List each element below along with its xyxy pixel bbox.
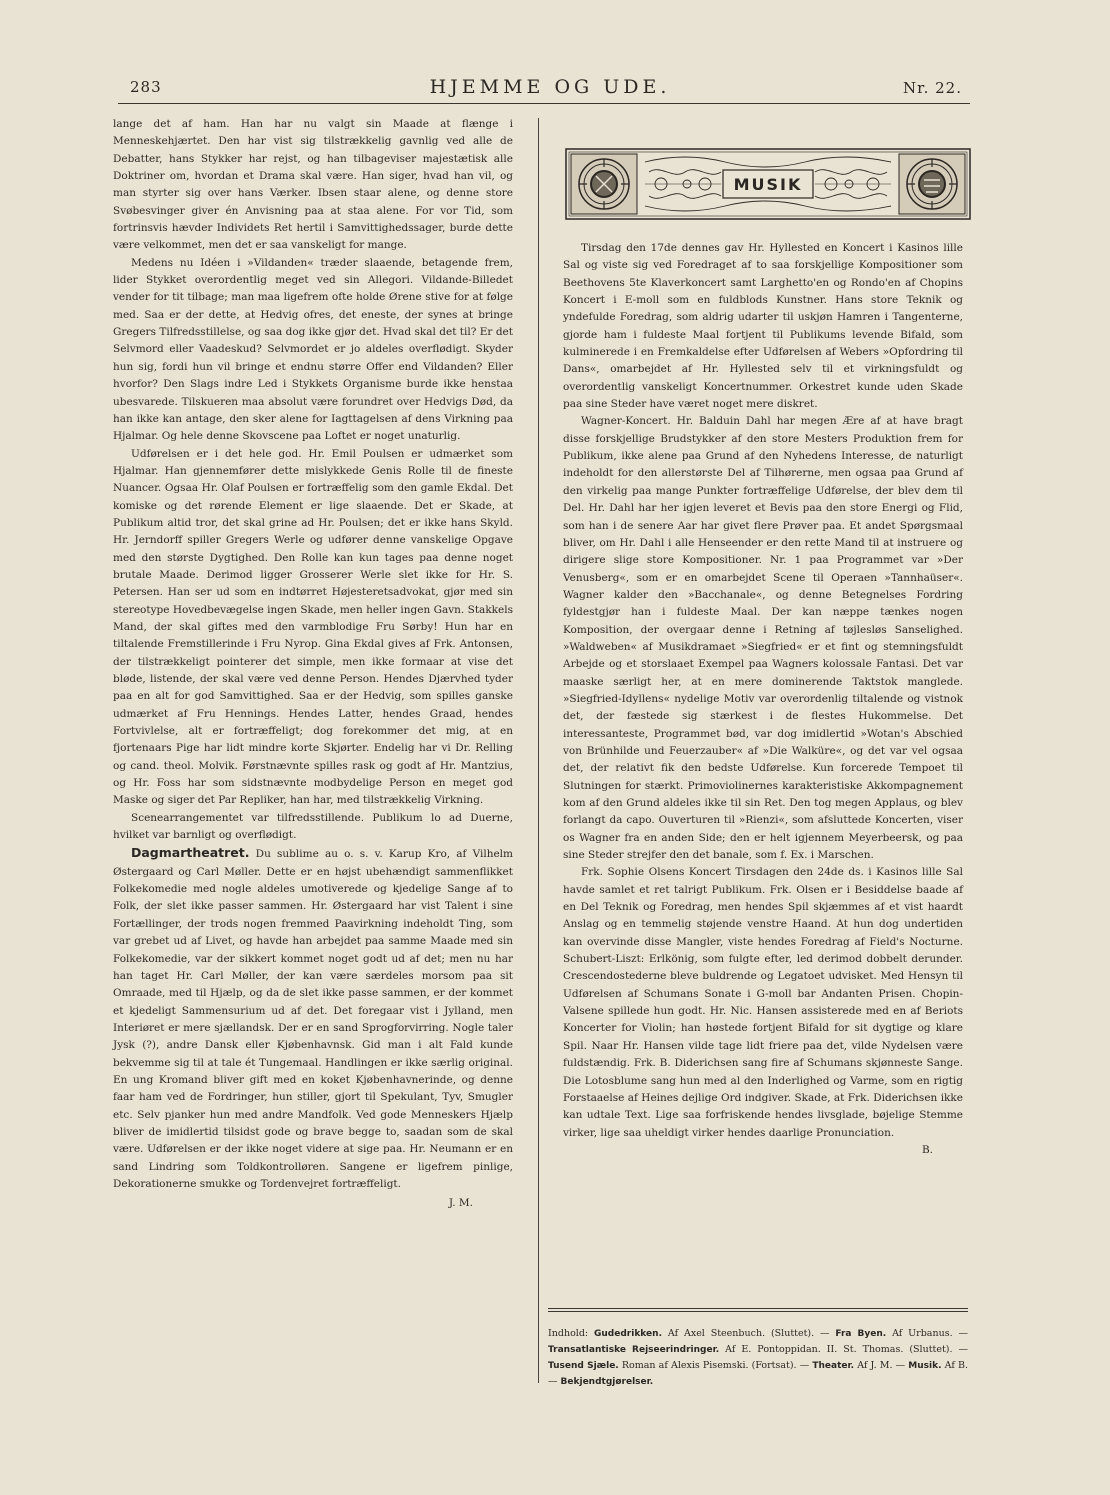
contents-title: Fra Byen.: [835, 1329, 887, 1339]
music-paragraph: Wagner-Koncert. Hr. Balduin Dahl har megen Ære af at have bragt disse forskjellige Brudstykker af den store Mesters Produktion frem for Publikum, ikke alene paa Grund af den Nyhedens Interesse, de naturligt indeholdt for den allerstørste Del af Tilhørerne, men ogsaa paa Grund af den virkelig paa mange Punkter fortræffelige Udførelse, der blev dem til Del. Hr. Dahl har her igjen leveret et Bevis paa den store Energi og Flid, som han i de senere Aar har givet flere Prøver paa. Et andet Spørgsmaal bliver, om Hr. Dahl i alle Henseender er den rette Mand til at instruere og dirigere slige store Kompositioner. Nr. 1 paa Programmet var »Der Venusberg«, som er en omarbejdet Scene til Operaen »Tannhaüser«. Wagner kalder den »Bacchanale«, og denne Betegnelses Fordring fyldestgjør han i fuldeste Maal. Der kan næppe tænkes nogen Komposition, der overgaar denne i Retning af tøjlesløs Sanselighed. »Waldweben« af Musikdramaet »Siegfried« er et fint og stemningsfuldt Arbejde og et storslaaet Exempel paa Wagners kolossale Fantasi. Det var maaske særligt her, at en mere dominerende Taktstok manglede. »Siegfried-Idyllens« nydelige Motiv var overordenlig tiltalende og vistnok det, der fæstede sig stærkest i de flestes Hukommelse. Det interessanteste, Programmet bød, var dog imidlertid »Wotan's Abschied von Brünhilde und Feuerzauber« af »Die Walküre«, og det var vel ogsaa det, der relativt fik den bedste Udførelse. Kun forcerede Tempoet til Slutningen for stærkt. Primoviolinernes karakteristiske Akkompagnement kom af den Grund aldeles ikke til sin Ret. Den tog megen Applaus, og blev forlangt da capo. Ouverturen til »Rienzi«, som afsluttede Koncerten, viser os Wagner fra en anden Side; den er helt igjennem Meyerbeersk, og paa sine Steder strejfer den det banale, som f. Ex. i Marschen.: [563, 415, 963, 862]
contents-title: Bekjendtgjørelser.: [560, 1377, 654, 1387]
contents-title: Theater.: [812, 1361, 855, 1371]
right-column: [563, 240, 963, 1159]
dagmar-text: Du sublime au o. s. v. Karup Kro, af Vilhelm Østergaard og Carl Møller. Dette er en højst ubehændigt sammenflikket Folkekomedie med nogle aldeles umotiverede og kjedelige Sange af to Folk, der slet ikke passer sammen. Hr. Østergaard har vist Talent i sine Fortællinger, der trods nogen fremmed Paavirkning indeholdt Ting, som var grebet ud af Livet, og havde han arbejdet paa samme Maade med sin Folkekomedie, var der sikkert kommet noget godt ud af det; men nu har han taget Hr. Carl Møller, der kan være særdeles morsom paa sit Omraade, med til Hjælp, og da de slet ikke passe sammen, er der kommet et kjedeligt Sammensurium ud af det. Det foregaar vist i Jylland, men Interiøret er mere sjællandsk. Der er en sand Sprogforvirring. Nogle taler Jysk (?), andre Dansk eller Kjøbenhavnsk. Gid man i alt Fald kunde bekvemme sig til at tale ét Tungemaal. Handlingen er ikke særlig original. En ung Kromand bliver gift med en koket Kjøbenhavnerinde, og denne faar ham ved de Fordringer, hun stiller, gjort til Spekulant, Tyv, Smugler etc. Selv pjanker hun med andre Mandfolk. Ved gode Menneskers Hjælp bliver de imidlertid tilsidst gode og brave begge to, saadan som de skal være. Udførelsen er der ikke noget videre at sige paa. Hr. Neumann er en sand Lindring som Toldkontrolløren. Sangene er ligefrem pinlige, Dekorationerne smukke og Tordenvejret fortræffeligt.: [113, 848, 513, 1190]
musik-banner-ornament: [565, 148, 971, 220]
contents-label: Indhold:: [548, 1328, 589, 1339]
music-paragraph: Frk. Sophie Olsens Koncert Tirsdagen den 24de ds. i Kasinos lille Sal havde samlet et ret talrigt Publikum. Frk. Olsen er i Besiddelse baade af en Del Teknik og Foredrag, men hendes Spil skjæmmes af et vist haardt Anslag og en temmelig støjende venstre Haand. At hun dog undertiden kan overvinde disse Mangler, viste hendes Foredrag af Field's Nocturne. Schubert-Liszt: Erlkönig, som fulgte efter, led derimod dobbelt derunder. Crescendostederne bleve buldrende og Legatoet udvisket. Med Hensyn til Udførelsen af Schumans Sonate i G-moll bar Andanten Prisen. Chopin-Valsene spillede hun godt. Hr. Nic. Hansen assisterede med en af Beriots Koncerter for Violin; han høstede fortjent Bifald for sit dygtige og klare Spil. Naar Hr. Hansen vilde tage lidt friere paa det, vilde Nydelsen være fuldstændig. Frk. B. Diderichsen sang fire af Schumans skjønneste Sange. Die Lotosblume sang hun med al den Inderlighed og Varme, som en rigtig Forstaaelse af Heines dejlige Ord indgiver. Skade, at Frk. Diderichsen ikke kan udtale Text. Lige saa forfriskende hendes livsglade, bøjelige Stemme virker, lige saa uheldigt virker hendes daarlige Pronunciation.: [563, 866, 963, 1139]
music-paragraph: Tirsdag den 17de dennes gav Hr. Hyllested en Koncert i Kasinos lille Sal og viste sig ved Foredraget af to saa forskjellige Kompositioner som Beethovens 5te Klaverkoncert samt Larghetto'en og Rondo'en af Chopins Koncert i E-moll som en fuldblods Kunstner. Hans store Teknik og yndefulde Foredrag, som aldrig udarter til uskjøn Hamren i Tangenterne, gjorde ham i fuldeste Maal fortjent til Publikums levende Bifald, som kulminerede i en Fremkaldelse efter Udførelsen af Webers »Opfordring til Dans«, omarbejdet af Hr. Hyllested selv til et virkningsfuldt og overordentlig vanskeligt Koncertnummer. Orkestret kunde uden Skade paa sine Steder have været noget mere diskret.: [563, 242, 963, 411]
theater-paragraph: Medens nu Idéen i »Vildanden« træder slaaende, betagende frem, lider Stykket overordentlig meget ved sin Allegori. Vildande-Billedet vender for tit tilbage; man maa ligefrem ofte holde Ørene stive for at følge med. Saa er der dette, at Hedvig ofres, det eneste, der synes at bringe Gregers Tilfredsstillelse, og saa dog ikke gjør det. Hvad skal det til? Er det Selvmord eller Vaadeskud? Selvmordet er jo aldeles overflødigt. Skyder hun sig, fordi hun vil bringe et endnu større Offer end Vildanden? Eller hvorfor? Den Slags indre Led i Stykkets Organisme burde ikke henstaa ubesvarede. Tilskueren maa absolut være forundret over Hedvigs Død, da han ikke kan antage, den sker alene for Iagttagelsen af dens Virkning paa Hjalmar. Og hele denne Skovscene paa Loftet er noget unaturlig.: [113, 256, 513, 443]
contents-title: Musik.: [908, 1361, 942, 1371]
theater-signature: J. M.: [448, 1197, 473, 1210]
contents-title: Tusend Sjæle.: [548, 1361, 619, 1371]
music-signature: B.: [921, 1143, 933, 1156]
dagmar-heading: Dagmartheatret.: [131, 845, 250, 861]
contents-author: Af B. —: [548, 1360, 968, 1387]
contents-title: Transatlantiske Rejseerindringer.: [548, 1345, 720, 1355]
page-number: 283: [130, 78, 162, 96]
column-divider: [538, 118, 539, 1383]
contents-title: Gudedrikken.: [594, 1329, 662, 1339]
table-of-contents: [548, 1326, 968, 1390]
issue-number: Nr. 22.: [902, 79, 962, 97]
theater-paragraph: Scenearrangementet var tilfredsstillende. Publikum lo ad Duerne, hvilket var barnligt og overflødigt.: [113, 811, 513, 842]
journal-title: HJEMME OG UDE.: [429, 76, 671, 98]
page-header: [130, 76, 970, 102]
contents-author: Af Axel Steenbuch. (Sluttet). —: [667, 1328, 830, 1339]
contents-rule: [548, 1308, 968, 1309]
contents-author: Roman af Alexis Pisemski. (Fortsat). —: [621, 1360, 810, 1371]
musik-banner: [565, 148, 971, 220]
header-rule: [118, 103, 970, 104]
theater-paragraph: lange det af ham. Han har nu valgt sin Maade at flænge i Menneskehjærtet. Den har vist sig tilstrækkelig gavnlig ved alle de Debatter, hans Stykker har rejst, og han tilbageviser majestætisk alle Doktriner om, hvordan et Drama skal være. Han siger, hvad han vil, og man styrter sig over hans Værker. Ibsen staar alene, og denne store Svøbesvinger giver én Anvisning paa at staa alene. For vor Tid, som fortrinsvis hævder Individets Ret hertil i Samvittighedssager, burde dette være velkommet, men det er saa vanskeligt for mange.: [113, 118, 513, 252]
musik-banner-title: MUSIK: [733, 175, 803, 194]
contents-rule: [548, 1311, 968, 1312]
left-column: [113, 116, 513, 1213]
theater-paragraph: Udførelsen er i det hele god. Hr. Emil Poulsen er udmærket som Hjalmar. Han gjennemfører dette mislykkede Genis Rolle til de fineste Nuancer. Ogsaa Hr. Olaf Poulsen er fortræffelig som den gamle Ekdal. Det komiske og det rørende Element er lige slaaende. Det er Skade, at Publikum altid tror, det skal grine ad Hr. Poulsen; det er ikke hans Skyld. Hr. Jerndorff spiller Gregers Werle og udfører denne vanskelige Opgave med den største Dygtighed. Den Rolle kan kun tages paa denne noget brutale Maade. Derimod ligger Grosserer Werle slet ikke for Hr. S. Petersen. Han ser ud som en indtørret Højesteretsadvokat, gjør med sin stereotype Hovedbevægelse ingen Skade, men heller ingen Gavn. Stakkels Mand, der skal giftes med den varmblodige Fru Sørby! Hun har en tiltalende Fremstillerinde i Fru Nyrop. Gina Ekdal gives af Frk. Antonsen, der tilstrækkeligt pointerer det simple, men ikke formaar at vise det bløde, listende, der skal være ved denne Person. Hendes Djærvhed tyder paa en alt for god Samvittighed. Saa er der Hedvig, som spilles ganske udmærket af Fru Hennings. Hendes Latter, hendes Graad, hendes Fortvivlelse, alt er fortræffeligt; dog forekommer det mig, at en fjortenaars Pige har lidt mindre korte Skjørter. Endelig har vi Dr. Relling og cand. theol. Molvik. Førstnævnte spilles rask og godt af Hr. Mantzius, og Hr. Foss har som sidstnævnte modbydelige Person en meget god Maske og siger det Par Repliker, han har, med tilstrækkelig Virkning.: [113, 447, 513, 807]
dagmar-paragraph: [113, 844, 513, 1193]
contents-author: Af E. Pontoppidan. II. St. Thomas. (Sluttet). —: [725, 1344, 968, 1355]
contents-author: Af J. M. —: [857, 1360, 906, 1371]
contents-author: Af Urbanus. —: [892, 1328, 968, 1339]
